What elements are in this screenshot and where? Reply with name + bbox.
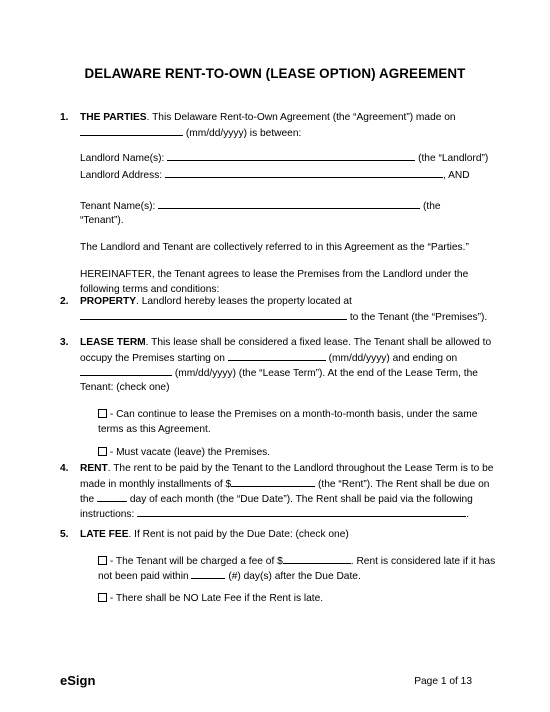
- section-text: . This lease shall be considered a fixed lease. The Tenant shall be allowed to: [145, 337, 492, 348]
- checkbox[interactable]: [98, 409, 107, 418]
- section-text: day of each month (the “Due Date”). The Rent shall be paid via the following: [129, 494, 473, 505]
- checkbox[interactable]: [98, 593, 107, 602]
- section-text: (mm/dd/yyyy) (the “Lease Term”). At the end of the Lease Term, the: [174, 368, 478, 379]
- late-fee-amount-field[interactable]: [283, 553, 351, 564]
- section-text: . Landlord hereby leases the property located at: [136, 296, 352, 307]
- tenant-suffix: (the: [423, 201, 441, 212]
- late-days-field[interactable]: [191, 568, 225, 579]
- section-number: 5.: [60, 529, 69, 540]
- section-heading: RENT: [80, 463, 108, 474]
- due-day-field[interactable]: [97, 491, 127, 502]
- section-text: made in monthly installments of $: [80, 479, 232, 490]
- tenant-name-label: Tenant Name(s):: [80, 201, 156, 212]
- hereinafter-text: following terms and conditions:: [80, 284, 220, 295]
- section-heading: THE PARTIES: [80, 112, 147, 123]
- section-text: . If Rent is not paid by the Due Date: (check one): [128, 529, 349, 540]
- checkbox[interactable]: [98, 447, 107, 456]
- landlord-name-field[interactable]: [167, 150, 415, 161]
- section-text: .: [466, 509, 470, 520]
- option-text: - Must vacate (leave) the Premises.: [109, 447, 271, 458]
- section-text: . The rent to be paid by the Tenant to the Landlord throughout the Lease Term is to be: [107, 463, 494, 474]
- section-heading: LEASE TERM: [80, 337, 146, 348]
- option-text: - There shall be NO Late Fee if the Rent is late.: [109, 593, 324, 604]
- section-number: 4.: [60, 463, 69, 474]
- section-text: (mm/dd/yyyy) is between:: [185, 128, 302, 139]
- landlord-suffix: (the “Landlord”): [418, 153, 489, 164]
- section-text: to the Tenant (the “Premises”).: [349, 312, 488, 323]
- section-text: instructions:: [80, 509, 135, 520]
- esign-logo: eSign: [60, 673, 96, 688]
- agreement-date-field[interactable]: [80, 125, 183, 136]
- section-property: [60, 294, 490, 324]
- document-title: DELAWARE RENT-TO-OWN (LEASE OPTION) AGREEMENT: [84, 66, 466, 81]
- tenant-name-field[interactable]: [158, 198, 420, 209]
- option-text: . Rent is considered late if it has: [350, 556, 496, 567]
- section-text: . This Delaware Rent-to-Own Agreement (the “Agreement”) made on: [146, 112, 456, 123]
- landlord-address-field[interactable]: [165, 167, 443, 178]
- start-date-field[interactable]: [228, 350, 326, 361]
- section-heading: LATE FEE: [80, 529, 129, 540]
- and-text: , AND: [442, 170, 470, 181]
- checkbox[interactable]: [98, 556, 107, 565]
- page-number: Page 1 of 13: [414, 676, 472, 687]
- landlord-name-label: Landlord Name(s):: [80, 153, 165, 164]
- section-lease-term: [60, 335, 490, 460]
- payment-instructions-field[interactable]: [137, 506, 466, 517]
- option-text: (#) day(s) after the Due Date.: [228, 571, 361, 582]
- hereinafter-text: HEREINAFTER, the Tenant agrees to lease the Premises from the Landlord under the: [80, 269, 469, 280]
- option-text: - The Tenant will be charged a fee of $: [109, 556, 283, 567]
- tenant-suffix-2: “Tenant”).: [80, 215, 124, 226]
- landlord-address-label: Landlord Address:: [80, 170, 163, 181]
- section-number: 2.: [60, 296, 69, 307]
- section-number: 3.: [60, 337, 69, 348]
- section-text: (mm/dd/yyyy) and ending on: [328, 353, 458, 364]
- section-rent: [60, 461, 494, 521]
- section-text: (the “Rent”). The Rent shall be due on: [318, 479, 490, 490]
- option-text: terms as this Agreement.: [98, 424, 211, 435]
- parties-text: The Landlord and Tenant are collectively referred to in this Agreement as the “Parties.”: [80, 242, 469, 253]
- rent-amount-field[interactable]: [231, 476, 315, 487]
- section-text: occupy the Premises starting on: [80, 353, 225, 364]
- section-text: the: [80, 494, 95, 505]
- property-address-field[interactable]: [80, 309, 347, 320]
- section-heading: PROPERTY: [80, 296, 137, 307]
- section-parties: [60, 110, 490, 297]
- end-date-field[interactable]: [80, 365, 172, 376]
- option-text: - Can continue to lease the Premises on a month-to-month basis, under the same: [109, 409, 478, 420]
- option-text: not been paid within: [98, 571, 189, 582]
- section-number: 1.: [60, 112, 69, 123]
- section-late-fee: [60, 527, 496, 606]
- section-text: Tenant: (check one): [80, 382, 170, 393]
